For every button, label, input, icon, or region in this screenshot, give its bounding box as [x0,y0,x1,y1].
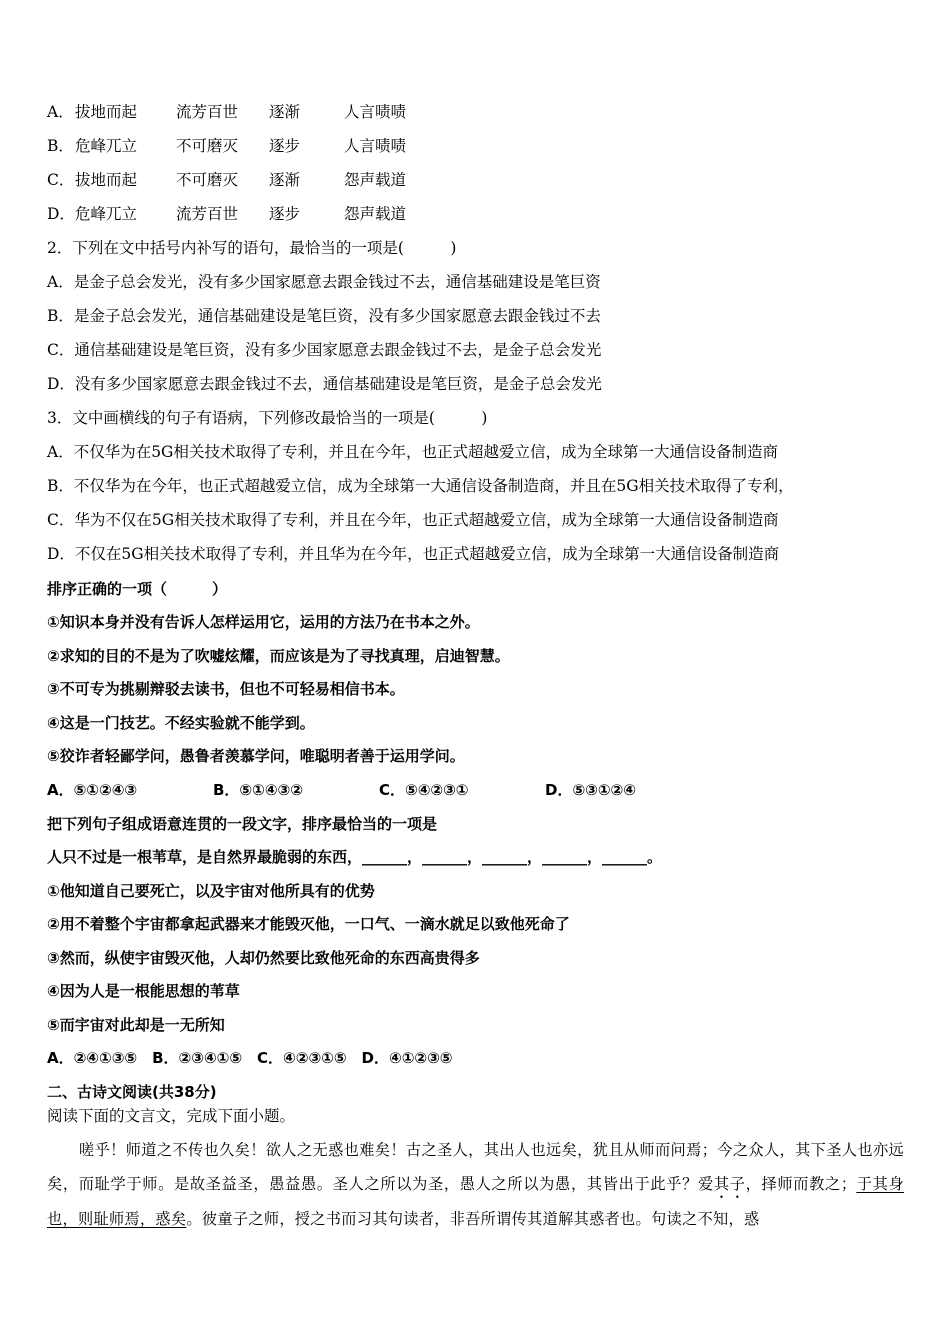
q4-item-1: ①知识本身并没有告诉人怎样运用它，运用的方法乃在书本之外。 [47,613,480,631]
passage-part-3: ，择师而教之； [745,1175,857,1193]
q5-question: 把下列句子组成语意连贯的一段文字，排序最恰当的一项是 [47,815,438,833]
q5-item-1: ①他知道自己要死亡，以及宇宙对他所具有的优势 [47,882,375,900]
q2-option-b: B．是金子总会发光，通信基础建设是笔巨资，没有多少国家愿意去跟金钱过不去 [47,307,601,325]
q5-options: A．②④①③⑤ B．②③④①⑤ C．④②③①⑤ D．④①②③⑤ [47,1049,453,1067]
section2-heading: 二、古诗文阅读(共38分) [47,1083,217,1101]
q1-option-a: A．拔地而起 流芳百世 逐渐 人言啧啧 [47,103,407,121]
q4-item-5: ⑤狡诈者轻鄙学问，愚鲁者羡慕学问，唯聪明者善于运用学问。 [47,747,465,765]
q5-stem: 人只不过是一根苇草，是自然界最脆弱的东西，______，______，______，______，______。 [47,848,663,866]
q2-option-d: D．没有多少国家愿意去跟金钱过不去，通信基础建设是笔巨资，是金子总会发光 [47,375,602,393]
q4-item-2: ②求知的目的不是为了吹嘘炫耀，而应该是为了寻找真理，启迪智慧。 [47,647,510,665]
q4-options [47,779,711,801]
q3-option-d: D．不仅在5G相关技术取得了专利，并且华为在今年，也正式超越爱立信，成为全球第一大通信设备制造商 [47,545,780,563]
q1-option-b: B．危峰兀立 不可磨灭 逐步 人言啧啧 [47,137,407,155]
passage-part-1: 嗟乎！师道之不传也久矣！欲人之无惑也难矣！古之圣人，其出人也远矣，犹且从师而问焉；今之众人，其下圣人也亦远矣，而耻学于师。是故圣益圣，愚益愚。圣人之所以为圣，愚人之所以为愚，其皆出于此乎？爱 [47,1141,904,1193]
passage-emphasis-qizi: 其子 [713,1175,746,1193]
passage-underlined-sentence: 于其身也，则耻师焉，惑矣 [47,1175,904,1228]
passage-part-5: 。彼童子之师，授之书而习其句读者，非吾所谓传其道解其惑者也。句读之不知，惑 [186,1210,760,1228]
q3-question: 3．文中画横线的句子有语病，下列修改最恰当的一项是( ) [47,409,488,427]
classical-passage [47,1133,904,1236]
q5-item-3: ③然而，纵使宇宙毁灭他，人却仍然要比致他死命的东西高贵得多 [47,949,480,967]
q3-option-c: C．华为不仅在5G相关技术取得了专利，并且在今年，也正式超越爱立信，成为全球第一大通信设备制造商 [47,511,779,529]
q4-option-b: B．⑤①④③② [213,781,303,799]
q4-option-c: C．⑤④②③① [379,781,469,799]
q5-item-5: ⑤而宇宙对此却是一无所知 [47,1016,225,1034]
q5-item-2: ②用不着整个宇宙都拿起武器来才能毁灭他，一口气、一滴水就足以致他死命了 [47,915,570,933]
q4-question: 排序正确的一项（ ） [47,580,228,598]
q3-option-a: A．不仅华为在5G相关技术取得了专利，并且在今年，也正式超越爱立信，成为全球第一大通信设备制造商 [47,443,778,461]
q2-question: 2．下列在文中括号内补写的语句，最恰当的一项是( ) [47,239,457,257]
q3-option-b: B．不仅华为在今年，也正式超越爱立信，成为全球第一大通信设备制造商，并且在5G相关技术取得了专利， [47,477,794,495]
q4-item-4: ④这是一门技艺。不经实验就不能学到。 [47,714,315,732]
q4-option-d: D．⑤③①②④ [545,781,636,799]
q4-item-3: ③不可专为挑剔辩驳去读书，但也不可轻易相信书本。 [47,680,405,698]
q5-item-4: ④因为人是一根能思想的苇草 [47,982,240,1000]
q1-option-c: C．拔地而起 不可磨灭 逐渐 怨声载道 [47,171,407,189]
q1-option-d: D．危峰兀立 流芳百世 逐步 怨声载道 [47,205,407,223]
q4-option-a: A．⑤①②④③ [47,781,138,799]
q2-option-a: A．是金子总会发光，没有多少国家愿意去跟金钱过不去，通信基础建设是笔巨资 [47,273,601,291]
section2-instruction: 阅读下面的文言文，完成下面小题。 [47,1107,296,1125]
q2-option-c: C．通信基础建设是笔巨资，没有多少国家愿意去跟金钱过不去，是金子总会发光 [47,341,602,359]
